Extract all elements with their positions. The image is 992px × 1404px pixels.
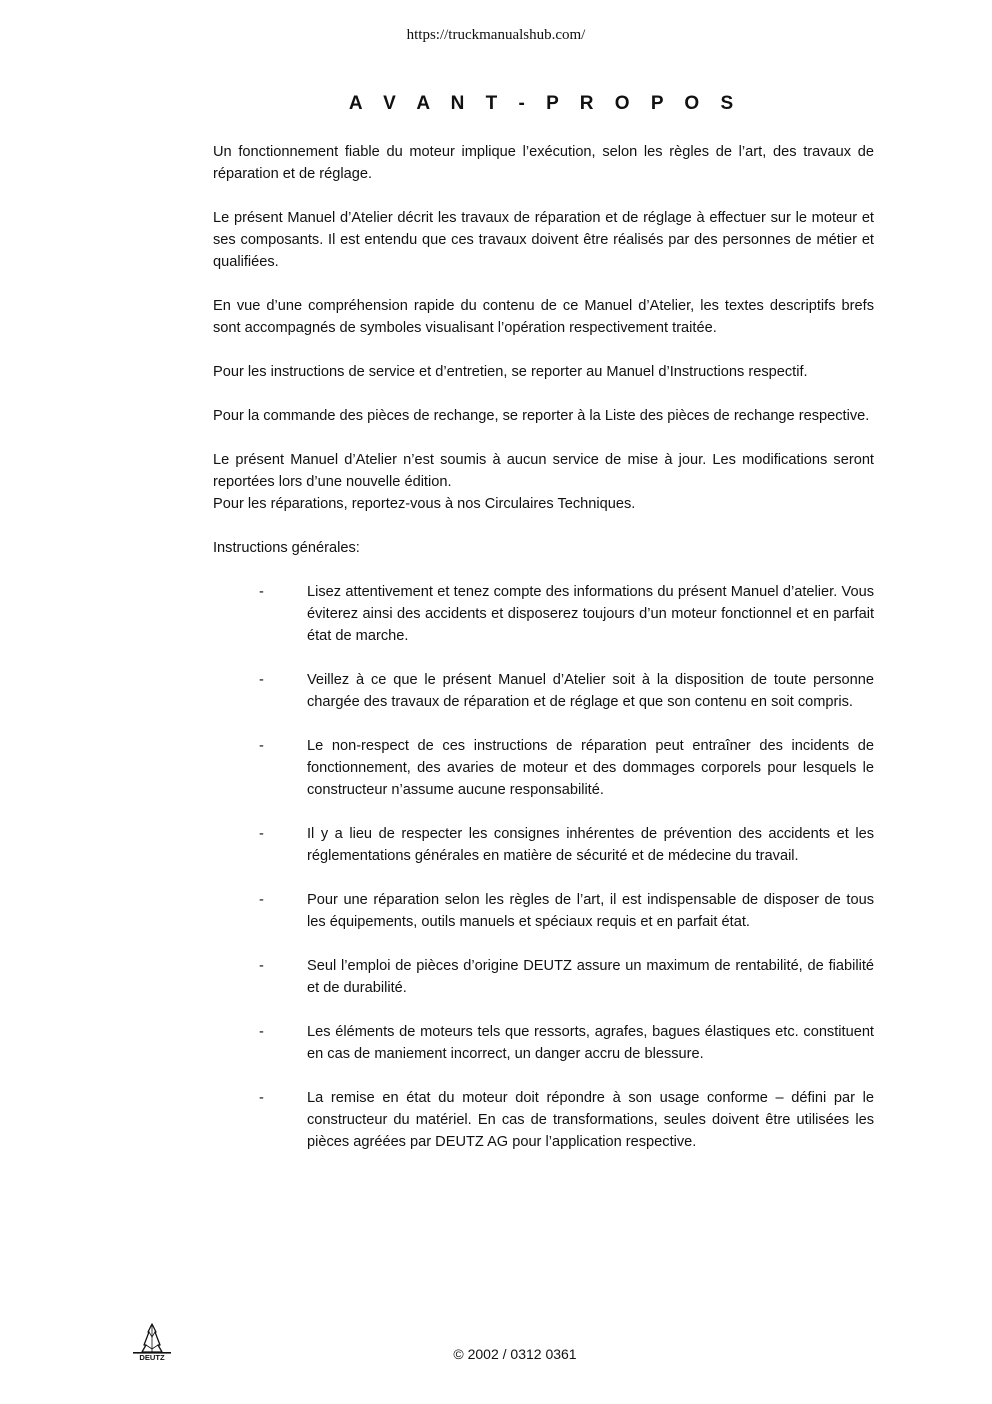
list-item — [213, 955, 874, 999]
update-notice — [213, 449, 874, 515]
paragraph: Un fonctionnement fiable du moteur implique l’exécution, selon les règles de l’art, des travaux de réparation et de réglage. — [213, 144, 874, 182]
list-dash: - — [259, 584, 264, 600]
list-item — [213, 1021, 874, 1065]
list-item — [213, 1087, 874, 1153]
paragraph: Pour la commande des pièces de rechange, se reporter à la Liste des pièces de rechange respective. — [213, 408, 870, 424]
update-notice-text: Le présent Manuel d’Atelier n’est soumis à aucun service de mise à jour. Les modifications seront reportées lors d’une nouvelle édition. — [213, 452, 874, 490]
paragraph: En vue d’une compréhension rapide du contenu de ce Manuel d’Atelier, les textes descriptifs brefs sont accompagnés de symboles visualisant l’opération respectivement traitée. — [213, 298, 874, 336]
instructions-heading: Instructions générales: — [213, 540, 360, 556]
list-item-text: Veillez à ce que le présent Manuel d’Atelier soit à la disposition de toute personne chargée des travaux de réparation et de réglage et que son contenu en soit compris. — [307, 672, 874, 710]
list-item — [213, 581, 874, 647]
list-item-text: Lisez attentivement et tenez compte des informations du présent Manuel d’atelier. Vous éviterez ainsi des accidents et disposerez toujours d’un moteur fonctionnel et en parfait état de marche. — [307, 584, 874, 644]
list-dash: - — [259, 1090, 264, 1106]
source-url[interactable]: https://truckmanualshub.com/ — [406, 27, 586, 43]
document-code: © 2002 / 0312 0361 — [453, 1346, 577, 1362]
list-item-text: Il y a lieu de respecter les consignes inhérentes de prévention des accidents et les réglementations générales en matière de sécurité et de médecine du travail. — [307, 826, 874, 864]
paragraph: Pour les instructions de service et d’entretien, se reporter au Manuel d’Instructions respectif. — [213, 364, 808, 380]
instructions-list — [213, 581, 874, 1153]
repair-reference-text: Pour les réparations, reportez-vous à nos Circulaires Techniques. — [213, 496, 636, 512]
list-item — [213, 669, 874, 713]
page-title: A V A N T - P R O P O S — [348, 93, 742, 114]
list-dash: - — [259, 892, 264, 908]
list-dash: - — [259, 672, 264, 688]
list-item — [213, 889, 874, 933]
list-dash: - — [259, 826, 264, 842]
list-dash: - — [259, 738, 264, 754]
list-dash: - — [259, 958, 264, 974]
list-item — [213, 823, 874, 867]
list-item-text: Le non-respect de ces instructions de réparation peut entraîner des incidents de fonctionnement, des avaries de moteur et des dommages corporels pour lesquels le constructeur n’assume aucune responsabilité. — [307, 738, 874, 798]
list-item-text: La remise en état du moteur doit répondre à son usage conforme – défini par le constructeur du matériel. En cas de transformations, seules doivent être utilisées les pièces agréées par DEUTZ AG pour l’application respective. — [307, 1090, 874, 1150]
list-item-text: Les éléments de moteurs tels que ressorts, agrafes, bagues élastiques etc. constituent en cas de maniement incorrect, un danger accru de blessure. — [307, 1024, 874, 1062]
list-item-text: Pour une réparation selon les règles de l’art, il est indispensable de disposer de tous les équipements, outils manuels et spéciaux requis et en parfait état. — [307, 892, 874, 930]
foreword-body — [213, 141, 874, 1175]
list-item-text: Seul l’emploi de pièces d’origine DEUTZ assure un maximum de rentabilité, de fiabilité et de durabilité. — [307, 958, 874, 996]
logo-wordmark: DEUTZ — [139, 1353, 165, 1361]
paragraph: Le présent Manuel d’Atelier décrit les travaux de réparation et de réglage à effectuer sur le moteur et ses composants. Il est entendu que ces travaux doivent être réalisés par des personnes de métier et qualifiées. — [213, 210, 874, 270]
list-dash: - — [259, 1024, 264, 1040]
list-item — [213, 735, 874, 801]
